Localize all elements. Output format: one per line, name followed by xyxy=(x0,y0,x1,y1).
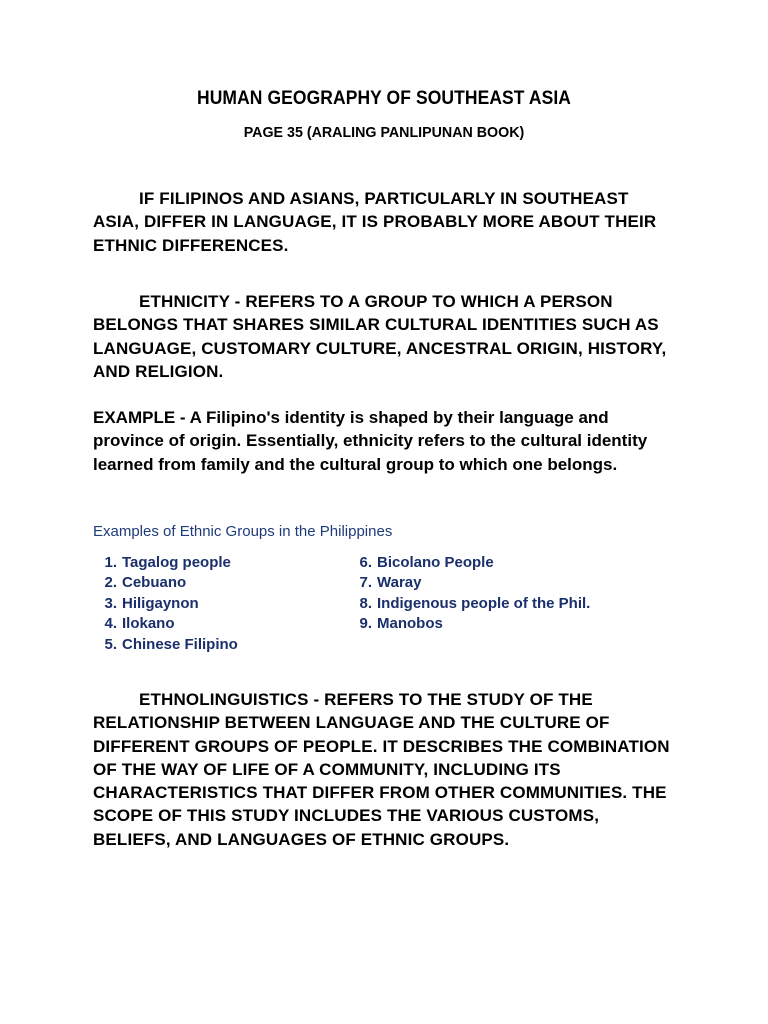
list-item-label: Chinese Filipino xyxy=(122,635,238,653)
list-item xyxy=(350,553,590,573)
list-item-label: Cebuano xyxy=(122,574,187,592)
paragraph-example: EXAMPLE - A Filipino's identity is shaped by their language and province of origin. Essentially, ethnicity refers to the cultural identity learned from family and the cultural group to which one belongs. xyxy=(93,408,648,474)
paragraph-intro-text: IF FILIPINOS AND ASIANS, PARTICULARLY IN SOUTHEAST ASIA, DIFFER IN LANGUAGE, IT IS PROBABLY MORE ABOUT THEIR ETHNIC DIFFERENCES. xyxy=(93,189,657,255)
list-item-number: 9. xyxy=(359,615,372,633)
list-item xyxy=(95,594,238,614)
list-item xyxy=(350,614,590,634)
list-item-number: 8. xyxy=(359,594,372,612)
list-item xyxy=(350,594,590,614)
paragraph-ethnicity-text: ETHNICITY - REFERS TO A GROUP TO WHICH A PERSON BELONGS THAT SHARES SIMILAR CULTURAL IDENTITIES SUCH AS LANGUAGE, CUSTOMARY CULTURE, ANCESTRAL ORIGIN, HISTORY, AND RELIGION. xyxy=(93,292,667,381)
list-item-number: 7. xyxy=(359,574,372,592)
list-item-number: 1. xyxy=(104,554,117,571)
ethnic-groups-heading: Examples of Ethnic Groups in the Philippines xyxy=(93,523,393,540)
list-item-number: 3. xyxy=(104,594,117,612)
paragraph-intro xyxy=(93,187,673,257)
ethnic-groups-list-right xyxy=(350,553,590,635)
paragraph-ethnolinguistics xyxy=(93,688,673,851)
list-item xyxy=(95,553,238,573)
list-item-number: 4. xyxy=(104,615,117,633)
list-item-label: Waray xyxy=(377,574,422,592)
list-item-label: Ilokano xyxy=(122,615,175,633)
list-item-number: 2. xyxy=(104,574,117,592)
paragraph-ethnicity xyxy=(93,290,673,383)
list-item-label: Hiligaynon xyxy=(122,594,199,612)
list-item-label: Indigenous people of the Phil. xyxy=(377,594,591,612)
document-subtitle: PAGE 35 (ARALING PANLIPUNAN BOOK) xyxy=(243,124,525,141)
paragraph-ethnolinguistics-text: ETHNOLINGUISTICS - REFERS TO THE STUDY OF THE RELATIONSHIP BETWEEN LANGUAGE AND THE CULTURE OF DIFFERENT GROUPS OF PEOPLE. IT DESCRIBES THE COMBINATION OF THE WAY OF LIFE OF A COMMUNITY, INCLUDING ITS CHARACTERISTICS THAT DIFFER FROM OTHER COMMUNITIES. THE SCOPE OF THIS STUDY INCLUDES THE VARIOUS CUSTOMS, BELIEFS, AND LANGUAGES OF ETHNIC GROUPS. xyxy=(93,690,670,849)
list-item-label: Bicolano People xyxy=(377,554,494,571)
document-title: HUMAN GEOGRAPHY OF SOUTHEAST ASIA xyxy=(196,88,572,109)
list-item xyxy=(350,573,590,593)
list-item-number: 6. xyxy=(359,554,372,571)
list-item xyxy=(95,614,238,634)
ethnic-groups-list-left xyxy=(95,553,238,655)
list-item xyxy=(95,635,238,655)
list-item-label: Tagalog people xyxy=(122,554,231,571)
list-item-number: 5. xyxy=(104,635,117,653)
list-item xyxy=(95,573,238,593)
list-item-label: Manobos xyxy=(377,615,443,633)
